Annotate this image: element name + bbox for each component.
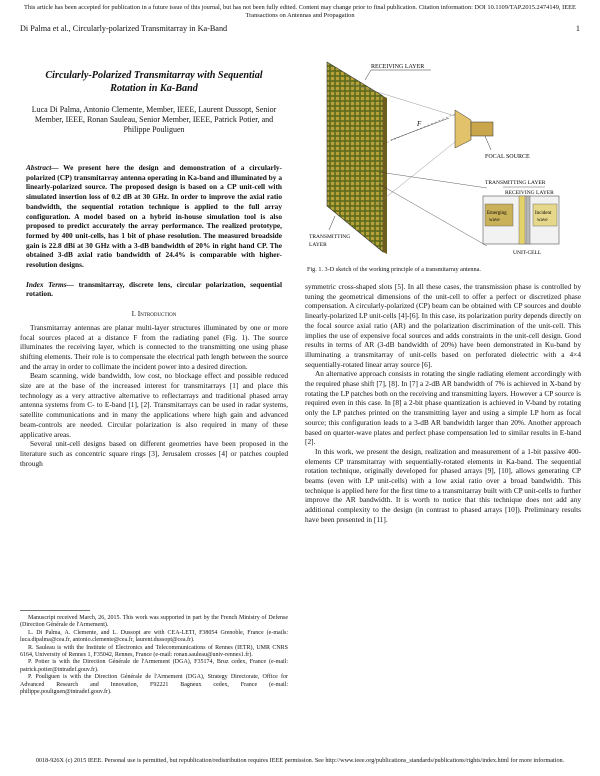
abstract-label: Abstract—	[26, 163, 59, 172]
footnote: L. Di Palma, A. Clemente, and L. Dussopt are with CEA-LETI, F38054 Grenoble, France (e-mails: luca.dipalma@cea.fr, antonio.clemente@cea.fr, laurent.dussopt@cea.fr).	[20, 629, 288, 644]
label-emerging-wave-1: Emerging	[487, 211, 507, 216]
label-receiving-layer: RECEIVING LAYER	[371, 64, 425, 70]
body-paragraph: An alternative approach consists in rotating the single radiating element accordingly with the required phase shift [7], [8]. In [7] a 2-dB AR bandwidth of 7% is achieved in X-band by rotating the LP patches both on the receiving and transmitting layers. However a CP source is required even in this case. In [8] a 2-bit phase quantization is achieved in V-band by rotating only the LP patches printed on the transmitting layer and using a simple LP horn as focal source; this configuration leads to a 3-dB AR bandwidth larger than 20%. Another approach based on quarter-wave plates and perfect phase compensation led to similar results in E-band [2].	[305, 369, 581, 447]
footnote: R. Sauleau is with the Institute of Electronics and Telecommunications of Rennes (IETR), UMR CNRS 6164, University of Rennes 1, F35042, Rennes, France (e-mail: ronan.sauleau@univ-rennes1.fr).	[20, 644, 288, 659]
label-focal-distance: F	[417, 120, 422, 128]
body-paragraph: Several unit-cell designs based on different geometries have been proposed in the literature such as concentric square rings [3], Jerusalem crosses [4] or patches coupled through	[20, 439, 288, 468]
left-column	[20, 70, 288, 468]
paper-title: Circularly-Polarized Transmitarray with Sequential Rotation in Ka-Band	[45, 70, 263, 94]
index-terms-label: Index Terms—	[26, 279, 74, 289]
label-emerging-wave-2: wave	[489, 218, 500, 223]
right-column	[305, 282, 581, 525]
copyright-notice: 0018-926X (c) 2015 IEEE. Personal use is permitted, but republication/redistribution requires IEEE permission. See http://www.ieee.org/publications_standards/publications/rights/index.html for more information.	[35, 757, 565, 764]
page-number: 1	[575, 24, 580, 33]
label-focal-source: FOCAL SOURCE	[485, 154, 530, 160]
body-paragraph: In this work, we present the design, realization and measurement of a 1-bit passive 400-elements CP transmitarray with sequentially-rotated elements in Ka-band. The sequential rotation technique, originally developed for phased arrays [9], [10], allows generating CP beams (even with LP unit-cells) with a low axial ratio over a broad bandwidth. This technique is applied here for the first time to a transmitarray built with CP unit-cells to further improve the AR bandwidth. It is worth to notice that this technique does not add any additional complexity to the design (in contrast to phased arrays [10]). Preliminary results have been presented in [11].	[305, 446, 581, 524]
running-title: Di Palma et al., Circularly-polarized Transmitarray in Ka-Band	[20, 24, 228, 33]
label-receiving-layer-small: RECEIVING LAYER	[505, 190, 554, 196]
footnote: P. Pouliguen is with the Direction Générale de l'Armement (DGA), Strategy Directorate, Office for Advanced Research and Innovation, F92221 Bagneux cedex, France (e-mail: philippe.pouliguen@intradef.gouv.fr).	[20, 674, 288, 696]
footnotes	[20, 610, 288, 696]
body-paragraph: Beam scanning, wide bandwidth, low cost, no blockage effect and possible reduced size are at the base of the increased interest for transmitarrays [1] and place this technology as a very attractive alternative to reflectarrays and traditional phased array antenna systems from C- to E-band [1], [2]. Transmitarrays can be used in radar systems, satellite communications and in many the applications where high gain and advanced beam-controls are needed. Circular polarization is also required in many of these applicative areas.	[20, 371, 288, 439]
footnote: P. Potier is with the Direction Générale de l'Armement (DGA), F35174, Bruz cedex, France (e-mail: patrick.potier@intradef.gouv.fr).	[20, 659, 288, 673]
figure-caption: Fig. 1. 3-D sketch of the working principle of a transmitarray antenna.	[307, 266, 481, 273]
body-paragraph: Transmitarray antennas are planar multi-layer structures illuminated by one or more focal sources placed at a distance F from the radiating panel (Fig. 1). The source illuminates the receiving layer, which is connected to the transmitting one using phase shifting elements. Their role is to compensate the electrical path length between the source and the array in order to collimate the incident power into a desired direction.	[20, 322, 288, 371]
body-paragraph: symmetric cross-shaped slots [5]. In all these cases, the transmission phase is controlled by tuning the geometrical dimensions of the unit-cell to offer a perfect or discretized phase compensation. A circularly-polarized (CP) beam can be obtained with CP sources and double linearly-polarized LP unit-cells [4]-[6]. In this case, its polarization purity depends directly on the focal source axial ratio (AR) and the polarization discrimination of the unit-cell. This implies the use of expensive focal sources and adds constraints in the unit-cell design. Good results in terms of AR (3-dB bandwidth of 20%) have been demonstrated in Ku-band by illuminating a transmitarray of unit-cells based on perforated dielectric with a 4×4 sequentially-rotated linear array source [6].	[305, 282, 581, 369]
abstract	[26, 163, 282, 270]
footnote-rule	[20, 610, 90, 611]
label-unit-cell: UNIT-CELL	[513, 250, 542, 256]
horn-icon	[455, 110, 471, 148]
label-incident-wave-2: wave	[537, 218, 548, 223]
label-transmitting-layer-1: TRANSMITTING	[309, 234, 351, 240]
running-head	[20, 24, 580, 33]
header-notice: This article has been accepted for publication in a future issue of this journal, but has not been fully edited. Content may change prior to final publication. Citation information: DOI 10.1109/TAP.2015.2474149, IEEE Transactions on Antennas and Propagation	[24, 4, 576, 19]
author-list: Luca Di Palma, Antonio Clemente, Member, IEEE, Laurent Dussopt, Senior Member, IEEE, Ronan Sauleau, Senior Member, IEEE, Patrick Potier, and Philippe Pouliguen	[31, 105, 277, 134]
array-panel	[327, 62, 383, 252]
footnote: Manuscript received March, 26, 2015. This work was supported in part by the French Ministry of Defense (Direction Générale de l'Armement).	[20, 615, 288, 629]
array-panel-edge	[383, 96, 387, 254]
section-heading: I. Introduction	[131, 309, 177, 319]
label-transmitting-layer-top: TRANSMITTING LAYER	[485, 180, 546, 186]
index-terms	[26, 280, 282, 299]
label-transmitting-layer-2: LAYER	[309, 242, 327, 248]
transmitarray-sketch	[305, 56, 581, 260]
label-incident-wave-1: Incident	[535, 211, 552, 216]
index-terms-text: transmitarray, discrete lens, circular polarization, sequential rotation.	[26, 279, 282, 299]
figure-1	[305, 56, 581, 274]
abstract-text: We present here the design and demonstration of a circularly-polarized (CP) transmitarray antenna operating in Ka-band and illuminated by a linearly-polarized source. The proposed design is based on a CP unit-cell with simulated insertion loss of 0.2 dB at 30 GHz. In order to improve the axial ratio bandwidth, the sequential rotation technique is applied to the full array configuration. A model based on a hybrid in-house simulation tool is also proposed to predict accurately the array performance. The realized prototype, formed by 400 unit-cells, has 1 bit of phase resolution. The measured broadside gain is 22.8 dBi at 30 GHz with a 3-dB bandwidth of 20% in right hand CP. The obtained 3-dB axial ratio bandwidth of 24.4% is comparable with higher-resolution designs.	[26, 163, 282, 270]
